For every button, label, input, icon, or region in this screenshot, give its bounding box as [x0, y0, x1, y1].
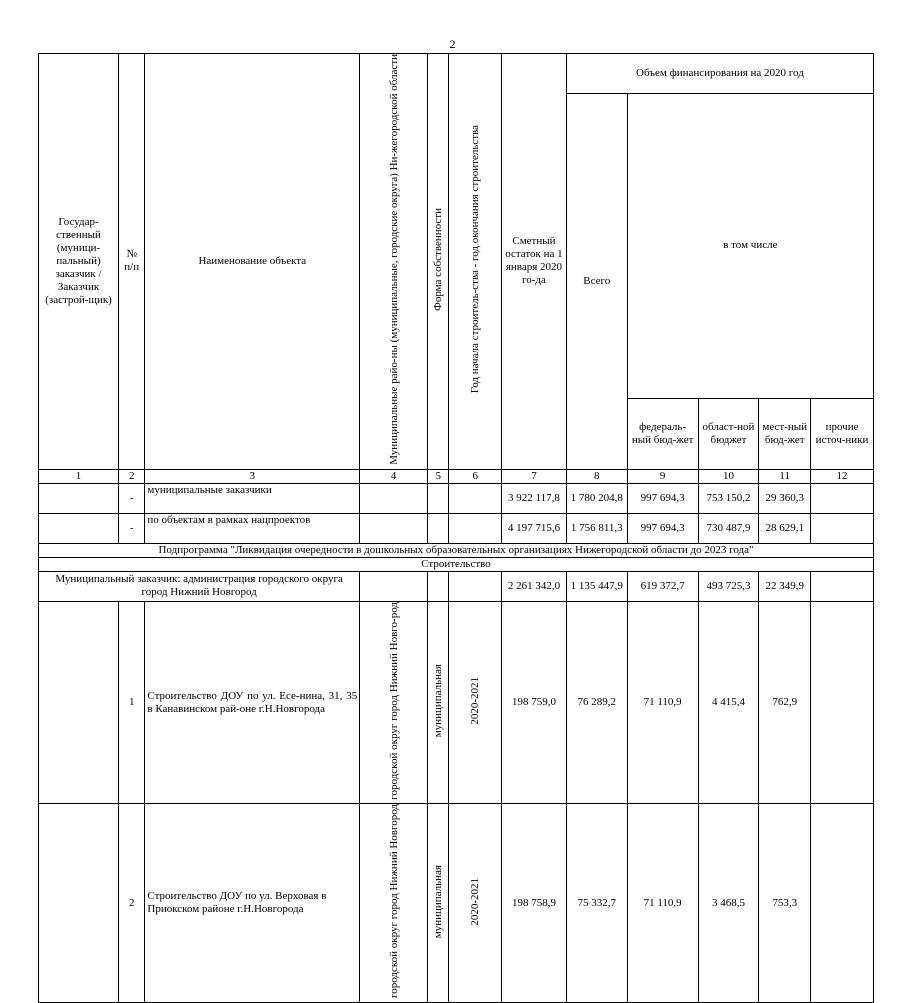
cell-ownership: муниципальная [428, 601, 449, 804]
cell-num: 1 [119, 601, 145, 804]
cell-customer [39, 601, 119, 804]
section-title: Строительство [39, 557, 874, 571]
header-financing: Объем финансирования на 2020 год [566, 54, 873, 94]
col-number: 5 [428, 469, 449, 483]
cell-regional: 730 487,9 [698, 513, 759, 543]
col-number: 10 [698, 469, 759, 483]
cell-federal: 71 110,9 [627, 601, 698, 804]
cell-local: 753,3 [759, 804, 811, 1003]
cell-local: 28 629,1 [759, 513, 811, 543]
col-number: 6 [449, 469, 502, 483]
cell-ownership [428, 483, 449, 513]
cell-customer [39, 513, 119, 543]
cell-ownership [428, 571, 449, 601]
cell-total: 76 289,2 [566, 601, 627, 804]
table-row [39, 483, 874, 513]
cell-total: 75 332,7 [566, 804, 627, 1003]
cell-balance: 198 759,0 [502, 601, 567, 804]
column-numbers-row [39, 469, 874, 483]
col-number: 11 [759, 469, 811, 483]
header-other: прочие источ-ники [811, 398, 874, 469]
cell-local: 22 349,9 [759, 571, 811, 601]
cell-name: муниципальные заказчики [145, 483, 360, 513]
header-ownership: Форма собственности [428, 54, 449, 470]
financing-table [38, 53, 874, 1003]
col-number: 3 [145, 469, 360, 483]
header-balance: Сметный остаток на 1 января 2020 го-да [502, 54, 567, 470]
cell-years [449, 513, 502, 543]
cell-district: городской округ город Нижний Новгород [360, 804, 428, 1003]
cell-name: по объектам в рамках нацпроектов [145, 513, 360, 543]
header-federal: федераль-ный бюд-жет [627, 398, 698, 469]
cell-balance: 2 261 342,0 [502, 571, 567, 601]
cell-customer [39, 483, 119, 513]
col-number: 12 [811, 469, 874, 483]
object-row [39, 601, 874, 804]
subprogram-title: Подпрограмма "Ликвидация очередности в дошкольных образовательных организациях Нижегородской области до 2023 года" [39, 543, 874, 557]
header-customer: Государ-ственный (муници-пальный) заказчик / Заказчик (застрой-щик) [39, 54, 119, 470]
col-number: 9 [627, 469, 698, 483]
header-district: Муниципальные райо-ны (муниципальные, городские округа) Ни-жегородской области [360, 54, 428, 470]
cell-years: 2020-2021 [449, 601, 502, 804]
cell-total: 1 780 204,8 [566, 483, 627, 513]
header-name: Наименование объекта [145, 54, 360, 470]
col-number: 2 [119, 469, 145, 483]
cell-total: 1 135 447,9 [566, 571, 627, 601]
cell-other [811, 571, 874, 601]
customer-row [39, 571, 874, 601]
cell-total: 1 756 811,3 [566, 513, 627, 543]
header-years: Год начала строитель-ства - год окончания строительства [449, 54, 502, 470]
cell-balance: 4 197 715,6 [502, 513, 567, 543]
col-number: 1 [39, 469, 119, 483]
cell-years [449, 571, 502, 601]
cell-district [360, 513, 428, 543]
cell-regional: 493 725,3 [698, 571, 759, 601]
cell-balance: 3 922 117,8 [502, 483, 567, 513]
cell-name: Строительство ДОУ по ул. Есе-нина, 31, 35 в Канавинском рай-оне г.Н.Новгорода [145, 601, 360, 804]
col-number: 8 [566, 469, 627, 483]
cell-num: 2 [119, 804, 145, 1003]
header-total: Всего [566, 94, 627, 470]
cell-federal: 997 694,3 [627, 513, 698, 543]
cell-ownership [428, 513, 449, 543]
header-num: № п/п [119, 54, 145, 470]
cell-district: городской округ город Нижний Новго-род [360, 601, 428, 804]
cell-local: 762,9 [759, 601, 811, 804]
cell-regional: 4 415,4 [698, 601, 759, 804]
cell-other [811, 601, 874, 804]
cell-federal: 997 694,3 [627, 483, 698, 513]
cell-years: 2020-2021 [449, 804, 502, 1003]
cell-ownership: муниципальная [428, 804, 449, 1003]
cell-regional: 753 150,2 [698, 483, 759, 513]
cell-name: Строительство ДОУ по ул. Верховая в Приокском районе г.Н.Новгорода [145, 804, 360, 1003]
header-regional: област-ной бюджет [698, 398, 759, 469]
table-row [39, 513, 874, 543]
cell-local: 29 360,3 [759, 483, 811, 513]
col-number: 4 [360, 469, 428, 483]
object-row [39, 804, 874, 1003]
cell-years [449, 483, 502, 513]
header-including: в том числе [627, 94, 873, 399]
cell-federal: 619 372,7 [627, 571, 698, 601]
cell-other [811, 513, 874, 543]
page-number: 2 [449, 37, 456, 51]
cell-federal: 71 110,9 [627, 804, 698, 1003]
cell-other [811, 483, 874, 513]
col-number: 7 [502, 469, 567, 483]
header-local: мест-ный бюд-жет [759, 398, 811, 469]
cell-num: - [119, 513, 145, 543]
cell-customer [39, 804, 119, 1003]
cell-district [360, 483, 428, 513]
cell-other [811, 804, 874, 1003]
cell-district [360, 571, 428, 601]
cell-balance: 198 758,9 [502, 804, 567, 1003]
cell-regional: 3 468,5 [698, 804, 759, 1003]
customer-label: Муниципальный заказчик: администрация городского округа город Нижний Новгород [39, 571, 360, 601]
cell-num: - [119, 483, 145, 513]
